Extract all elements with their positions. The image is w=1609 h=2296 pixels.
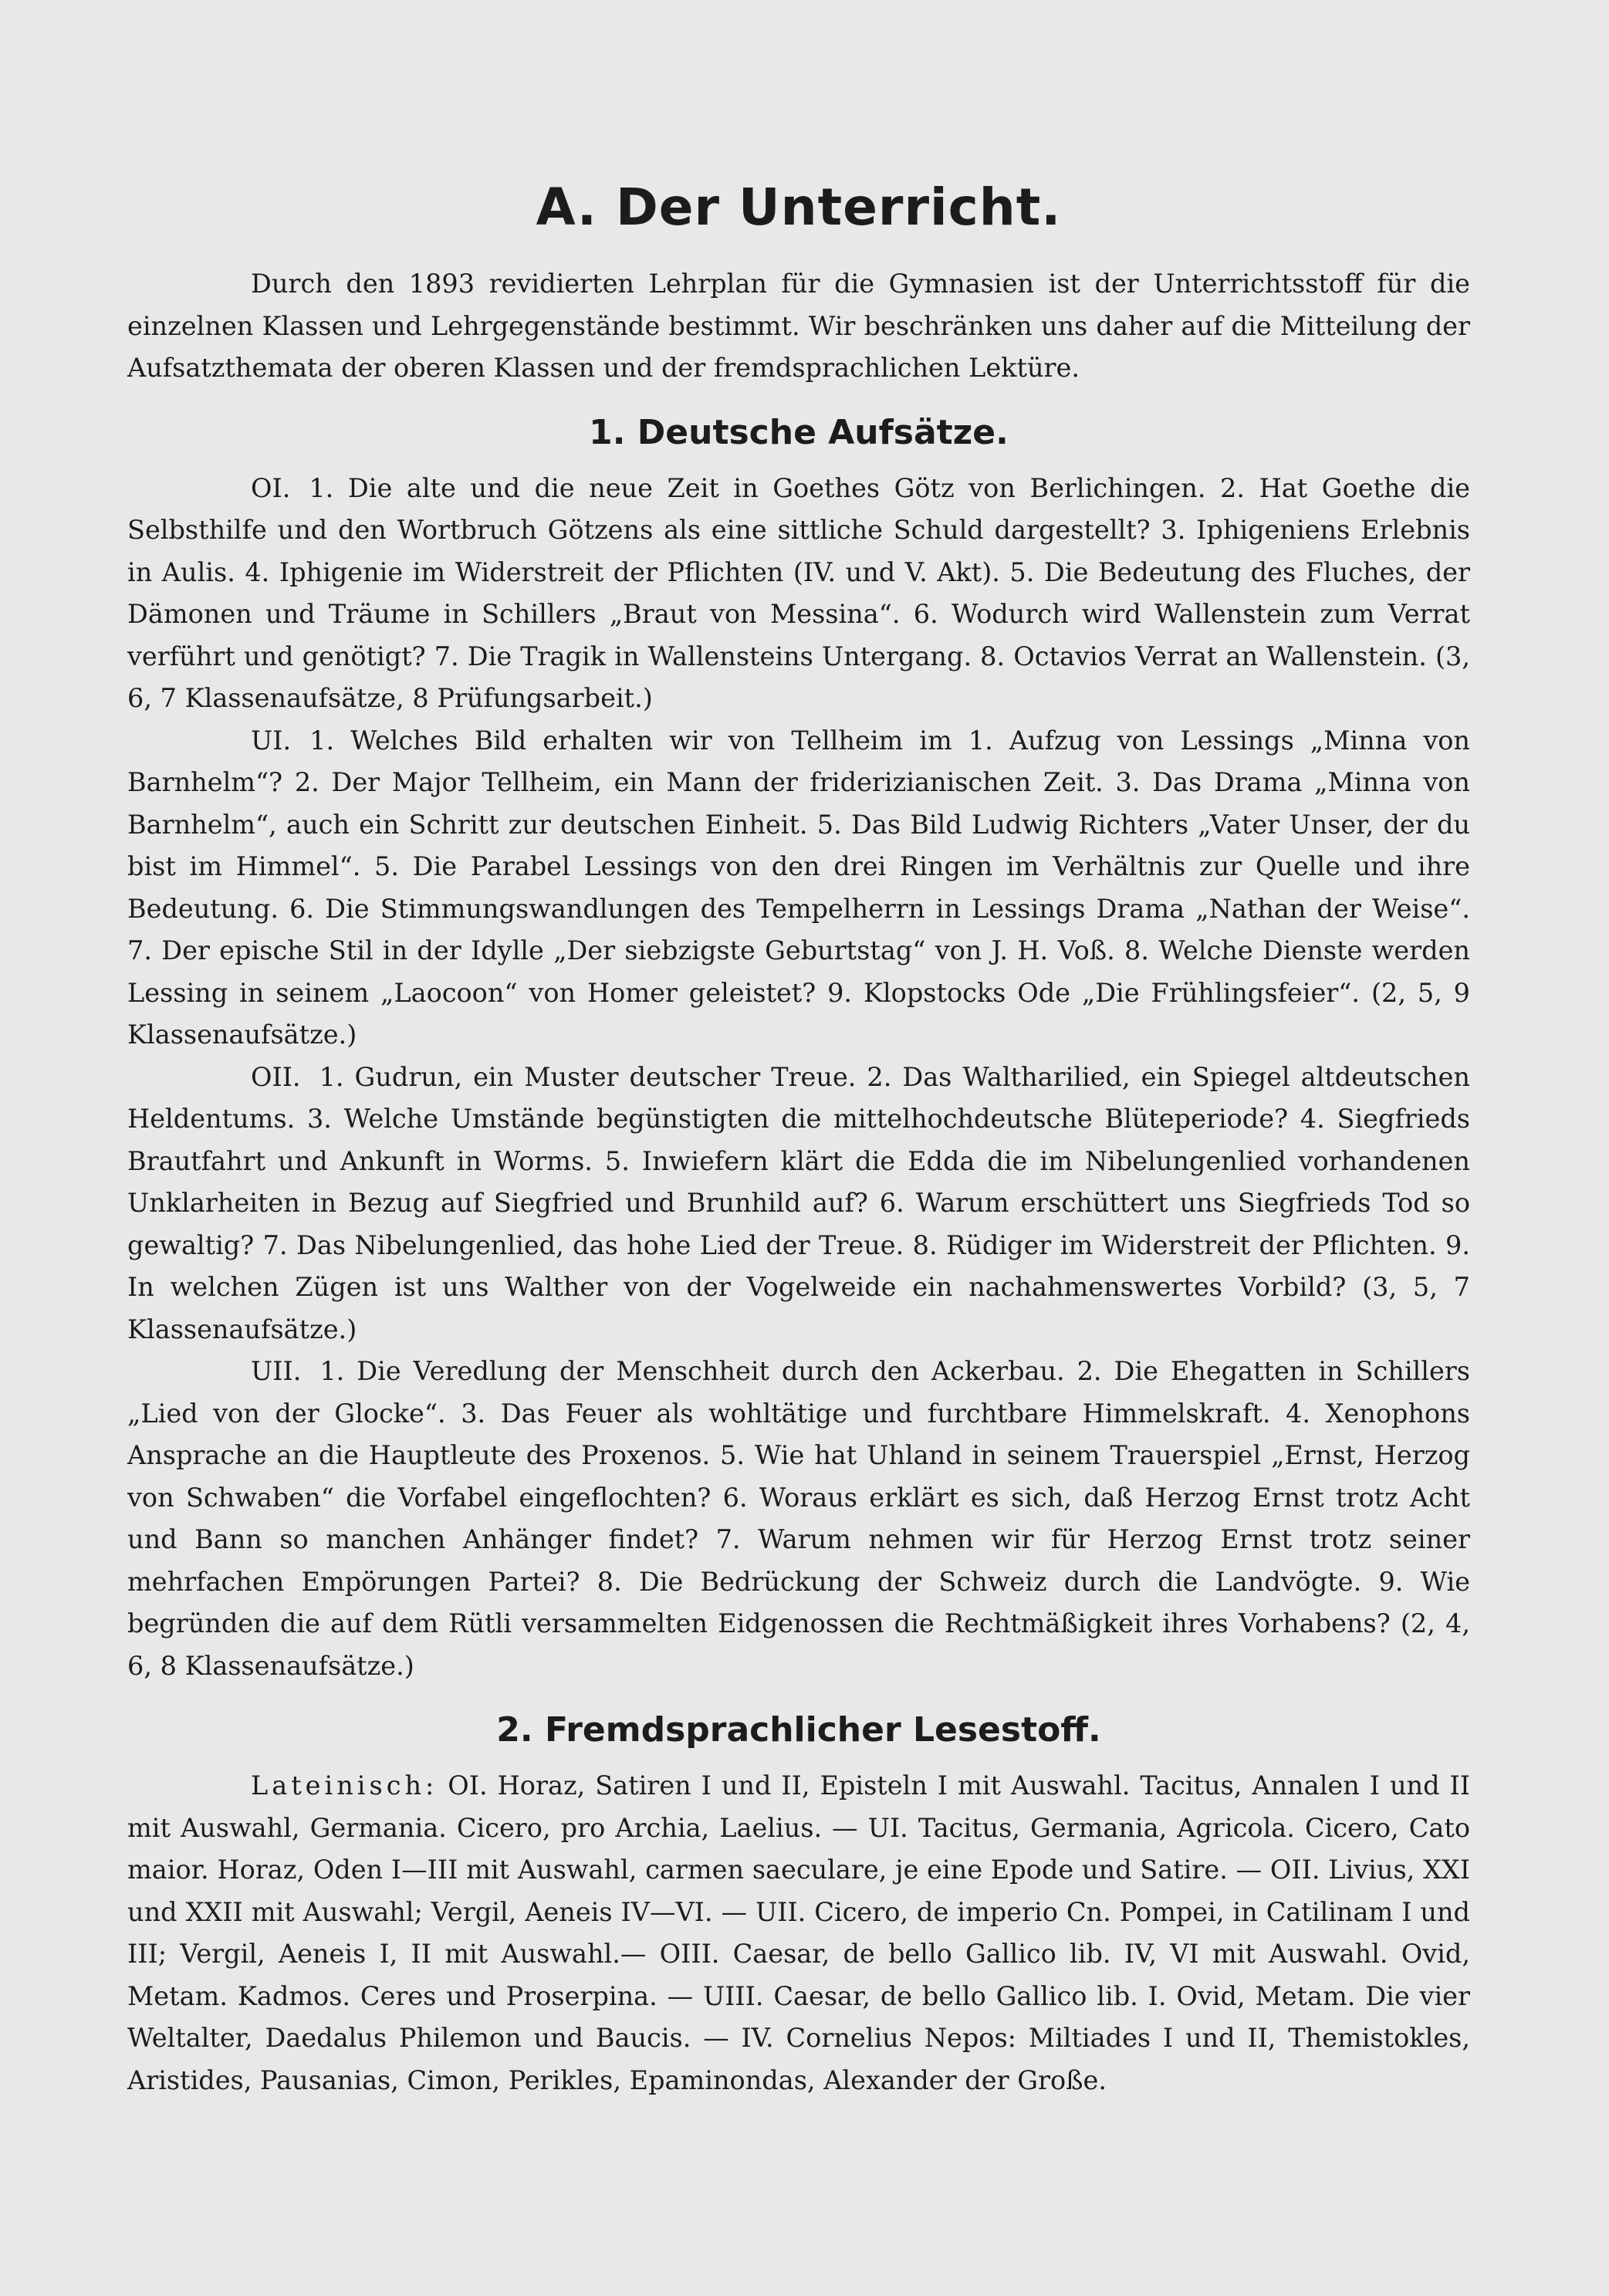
intro-paragraph: Durch den 1893 revidierten Lehrplan für die Gymnasien ist der Unterrichtsstoff für die einzelnen Klassen und Lehrgegenstände bestimmt. Wir beschränken uns daher auf die Mitteilung der Aufsatzthemata der oberen Klassen und der fremdsprachlichen Lektüre. — [127, 269, 1470, 383]
entry-oi — [127, 468, 1470, 720]
entry-text-uii: 1. Die Veredlung der Menschheit durch den Ackerbau. 2. Die Ehegatten in Schillers „Lied von der Glocke“. 3. Das Feuer als wohltätige und furchtbare Himmelskraft. 4. Xenophons Ansprache an die Hauptleute des Proxenos. 5. Wie hat Uhland in seinem Trauerspiel „Ernst, Herzog von Schwaben“ die Vorfabel eingeflochten? 6. Woraus erklärt es sich, daß Herzog Ernst trotz Acht und Bann so manchen Anhänger findet? 7. Warum nehmen wir für Herzog Ernst trotz seiner mehrfachen Empörungen Partei? 8. Die Bedrückung der Schweiz durch die Landvögte. 9. Wie begründen die auf dem Rütli versammelten Eidgenossen die Rechtmäßigkeit ihres Vorhabens? (2, 4, 6, 8 Klassenaufsätze.) — [127, 1356, 1470, 1681]
latin-reading-paragraph — [127, 1765, 1470, 2102]
page-title: A. Der Unterricht. — [536, 178, 1062, 237]
entry-ui — [127, 720, 1470, 1057]
entry-text-ui: 1. Welches Bild erhalten wir von Tellheim im 1. Aufzug von Lessings „Minna von Barnhelm“? 2. Der Major Tellheim, ein Mann der friderizianischen Zeit. 3. Das Drama „Minna von Barnhelm“, auch ein Schritt zur deutschen Einheit. 5. Das Bild Ludwig Richters „Vater Unser, der du bist im Himmel“. 5. Die Parabel Lessings von den drei Ringen im Verhältnis zur Quelle und ihre Bedeutung. 6. Die Stimmungswandlungen des Tempelherrn in Lessings Drama „Nathan der Weise“. 7. Der epische Stil in der Idylle „Der siebzigste Geburtstag“ von J. H. Voß. 8. Welche Dienste werden Lessing in seinem „Laocoon“ von Homer geleistet? 9. Klopstocks Ode „Die Frühlingsfeier“. (2, 5, 9 Klassenaufsätze.) — [127, 725, 1470, 1050]
page-content — [127, 178, 1470, 2102]
entry-oii — [127, 1057, 1470, 1351]
section-heading-fremdsprachlicher-lesestoff: 2. Fremdsprachlicher Lesestoff. — [496, 1710, 1101, 1750]
section-heading-deutsche-aufsaetze: 1. Deutsche Aufsätze. — [589, 412, 1009, 452]
entry-uii — [127, 1351, 1470, 1687]
entry-text-oii: 1. Gudrun, ein Muster deutscher Treue. 2. Das Waltharilied, ein Spiegel altdeutschen Heldentums. 3. Welche Umstände begünstigten die mittelhochdeutsche Blüteperiode? 4. Siegfrieds Brautfahrt und Ankunft in Worms. 5. Inwiefern klärt die Edda die im Nibelungenlied vorhandenen Unklarheiten in Bezug auf Siegfried und Brunhild auf? 6. Warum erschüttert uns Siegfrieds Tod so gewaltig? 7. Das Nibelungenlied, das hohe Lied der Treue. 8. Rüdiger im Widerstreit der Pflichten. 9. In welchen Zügen ist uns Walther von der Vogelweide ein nachahmenswertes Vorbild? (3, 5, 7 Klassenaufsätze.) — [127, 1061, 1470, 1344]
entry-text-oi: 1. Die alte und die neue Zeit in Goethes Götz von Berlichingen. 2. Hat Goethe die Selbsthilfe und den Wortbruch Götzens als eine sittliche Schuld dargestellt? 3. Iphigeniens Erlebnis in Aulis. 4. Iphigenie im Widerstreit der Pflichten (IV. und V. Akt). 5. Die Bedeutung des Fluches, der Dämonen und Träume in Schillers „Braut von Messina“. 6. Wodurch wird Wallenstein zum Verrat verführt und genötigt? 7. Die Tragik in Wallensteins Untergang. 8. Octavios Verrat an Wallenstein. (3, 6, 7 Klassenaufsätze, 8 Prüfungsarbeit.) — [127, 472, 1470, 713]
class-label-oi: OI. — [251, 472, 291, 503]
class-label-uii: UII. — [251, 1356, 302, 1386]
class-label-ui: UI. — [251, 725, 292, 756]
class-label-oii: OII. — [251, 1061, 301, 1092]
latin-reading-text: OI. Horaz, Satiren I und II, Episteln I mit Auswahl. Tacitus, Annalen I und II mit Auswahl, Germania. Cicero, pro Archia, Laelius. — UI. Tacitus, Germania, Agricola. Cicero, Cato maior. Horaz, Oden I—III mit Auswahl, carmen saeculare, je eine Epode und Satire. — OII. Livius, XXI und XXII mit Auswahl; Vergil, Aeneis IV—VI. — UII. Cicero, de imperio Cn. Pompei, in Catilinam I und III; Vergil, Aeneis I, II mit Auswahl.— OIII. Caesar, de bello Gallico lib. IV, VI mit Auswahl. Ovid, Metam. Kadmos. Ceres und Proserpina. — UIII. Caesar, de bello Gallico lib. I. Ovid, Metam. Die vier Weltalter, Daedalus Philemon und Baucis. — IV. Cornelius Nepos: Miltiades I und II, Themistokles, Aristides, Pausanias, Cimon, Perikles, Epaminondas, Alexander der Große. — [127, 1770, 1470, 2095]
language-label-latin: Lateinisch: — [251, 1770, 438, 1801]
